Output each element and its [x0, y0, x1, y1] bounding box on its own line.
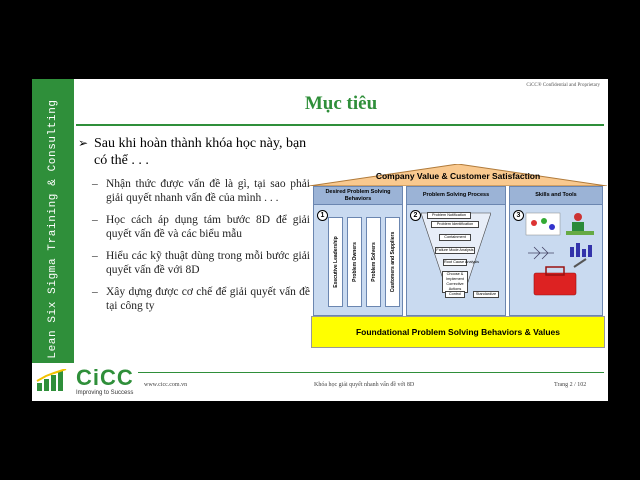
- footer-page-number: Trang 2 / 102: [554, 382, 587, 388]
- sub-bullet-text: Xây dựng được cơ chế để giải quyết vấn đề tại công ty: [106, 286, 310, 312]
- pillar-title: Problem Solving Process: [407, 187, 505, 205]
- column-label: Problem Solvers: [371, 242, 377, 282]
- process-step: Problem Notification: [427, 212, 471, 219]
- sub-bullet-text: Học cách áp dụng tám bước 8D để giải quyết vấn đề và các biểu mẫu: [106, 214, 310, 240]
- logo: [32, 363, 136, 401]
- sub-bullet-list: [78, 177, 310, 313]
- footer-url[interactable]: www.cicc.com.vn: [144, 382, 188, 388]
- bullet-list: [78, 135, 310, 321]
- sub-bullet: – Nhận thức được vấn đề là gì, tại sao phải giải quyết nhanh vấn đề của mình . . .: [92, 178, 310, 204]
- process-step: Problem Identification: [431, 221, 479, 228]
- sub-bullet-text: Hiểu các kỹ thuật dùng trong mỗi bước giải quyết vấn đề với 8D: [106, 250, 310, 276]
- pillar-title: Skills and Tools: [510, 187, 602, 205]
- pillar-behaviors: [313, 186, 403, 316]
- sub-bullet: – Xây dựng được cơ chế để giải quyết vấn đề tại công ty: [92, 286, 310, 312]
- sub-bullet: – Học cách áp dụng tám bước 8D để giải quyết vấn đề và các biểu mẫu: [92, 214, 310, 240]
- pillar-tools: [509, 186, 603, 316]
- logo-bars-icon: [36, 369, 72, 391]
- pillar-title: Desired Problem Solving Behaviors: [314, 187, 402, 205]
- column-label: Executive Leadership: [333, 236, 339, 288]
- footer-divider: [138, 372, 604, 373]
- confidential-note: CiCC® Confidential and Proprietary: [526, 83, 600, 88]
- process-step: Control: [445, 291, 465, 298]
- slide-title: Mục tiêu: [304, 93, 378, 114]
- column-label: Customers and Suppliers: [390, 231, 396, 293]
- column-label: Problem Owners: [352, 242, 358, 282]
- pillar-number: 2: [410, 210, 421, 221]
- house-diagram: [309, 164, 607, 350]
- foundation-bar: Foundational Problem Solving Behaviors & Values: [311, 316, 605, 348]
- main-bullet-text: Sau khi hoàn thành khóa học này, bạn có thể . . .: [94, 136, 307, 168]
- sub-bullet: – Hiểu các kỹ thuật dùng trong mỗi bước giải quyết vấn đề với 8D: [92, 250, 310, 276]
- main-bullet: [78, 135, 310, 169]
- process-step: Root Cause Analysis: [444, 260, 480, 264]
- sub-bullet-text: Nhận thức được vấn đề là gì, tại sao phải giải quyết nhanh vấn đề của mình . . .: [106, 178, 310, 204]
- tools-illustration-icon: [524, 209, 600, 313]
- logo-tagline: Improving to Success: [76, 390, 134, 396]
- sidebar-text: Lean Six Sigma Training & Consulting: [47, 99, 59, 359]
- process-step: Standardize: [473, 291, 499, 298]
- logo-text: CiCC: [76, 365, 134, 390]
- title-divider: [76, 124, 604, 126]
- roof-title: Company Value & Customer Satisfaction: [375, 171, 541, 181]
- process-step: Failure Mode Analysis: [436, 248, 474, 252]
- pillar-process: [406, 186, 506, 316]
- process-step: Choose & Implement Corrective Actions: [442, 271, 468, 293]
- footer-course: Khóa học giải quyết nhanh vấn đề với 8D: [314, 382, 415, 388]
- process-step: Containment: [439, 234, 471, 241]
- slide: [32, 79, 608, 401]
- arrow-bullet-icon: ➢: [78, 136, 89, 150]
- sidebar: [32, 79, 74, 401]
- pillar-number: 1: [317, 210, 328, 221]
- pillar-number: 3: [513, 210, 524, 221]
